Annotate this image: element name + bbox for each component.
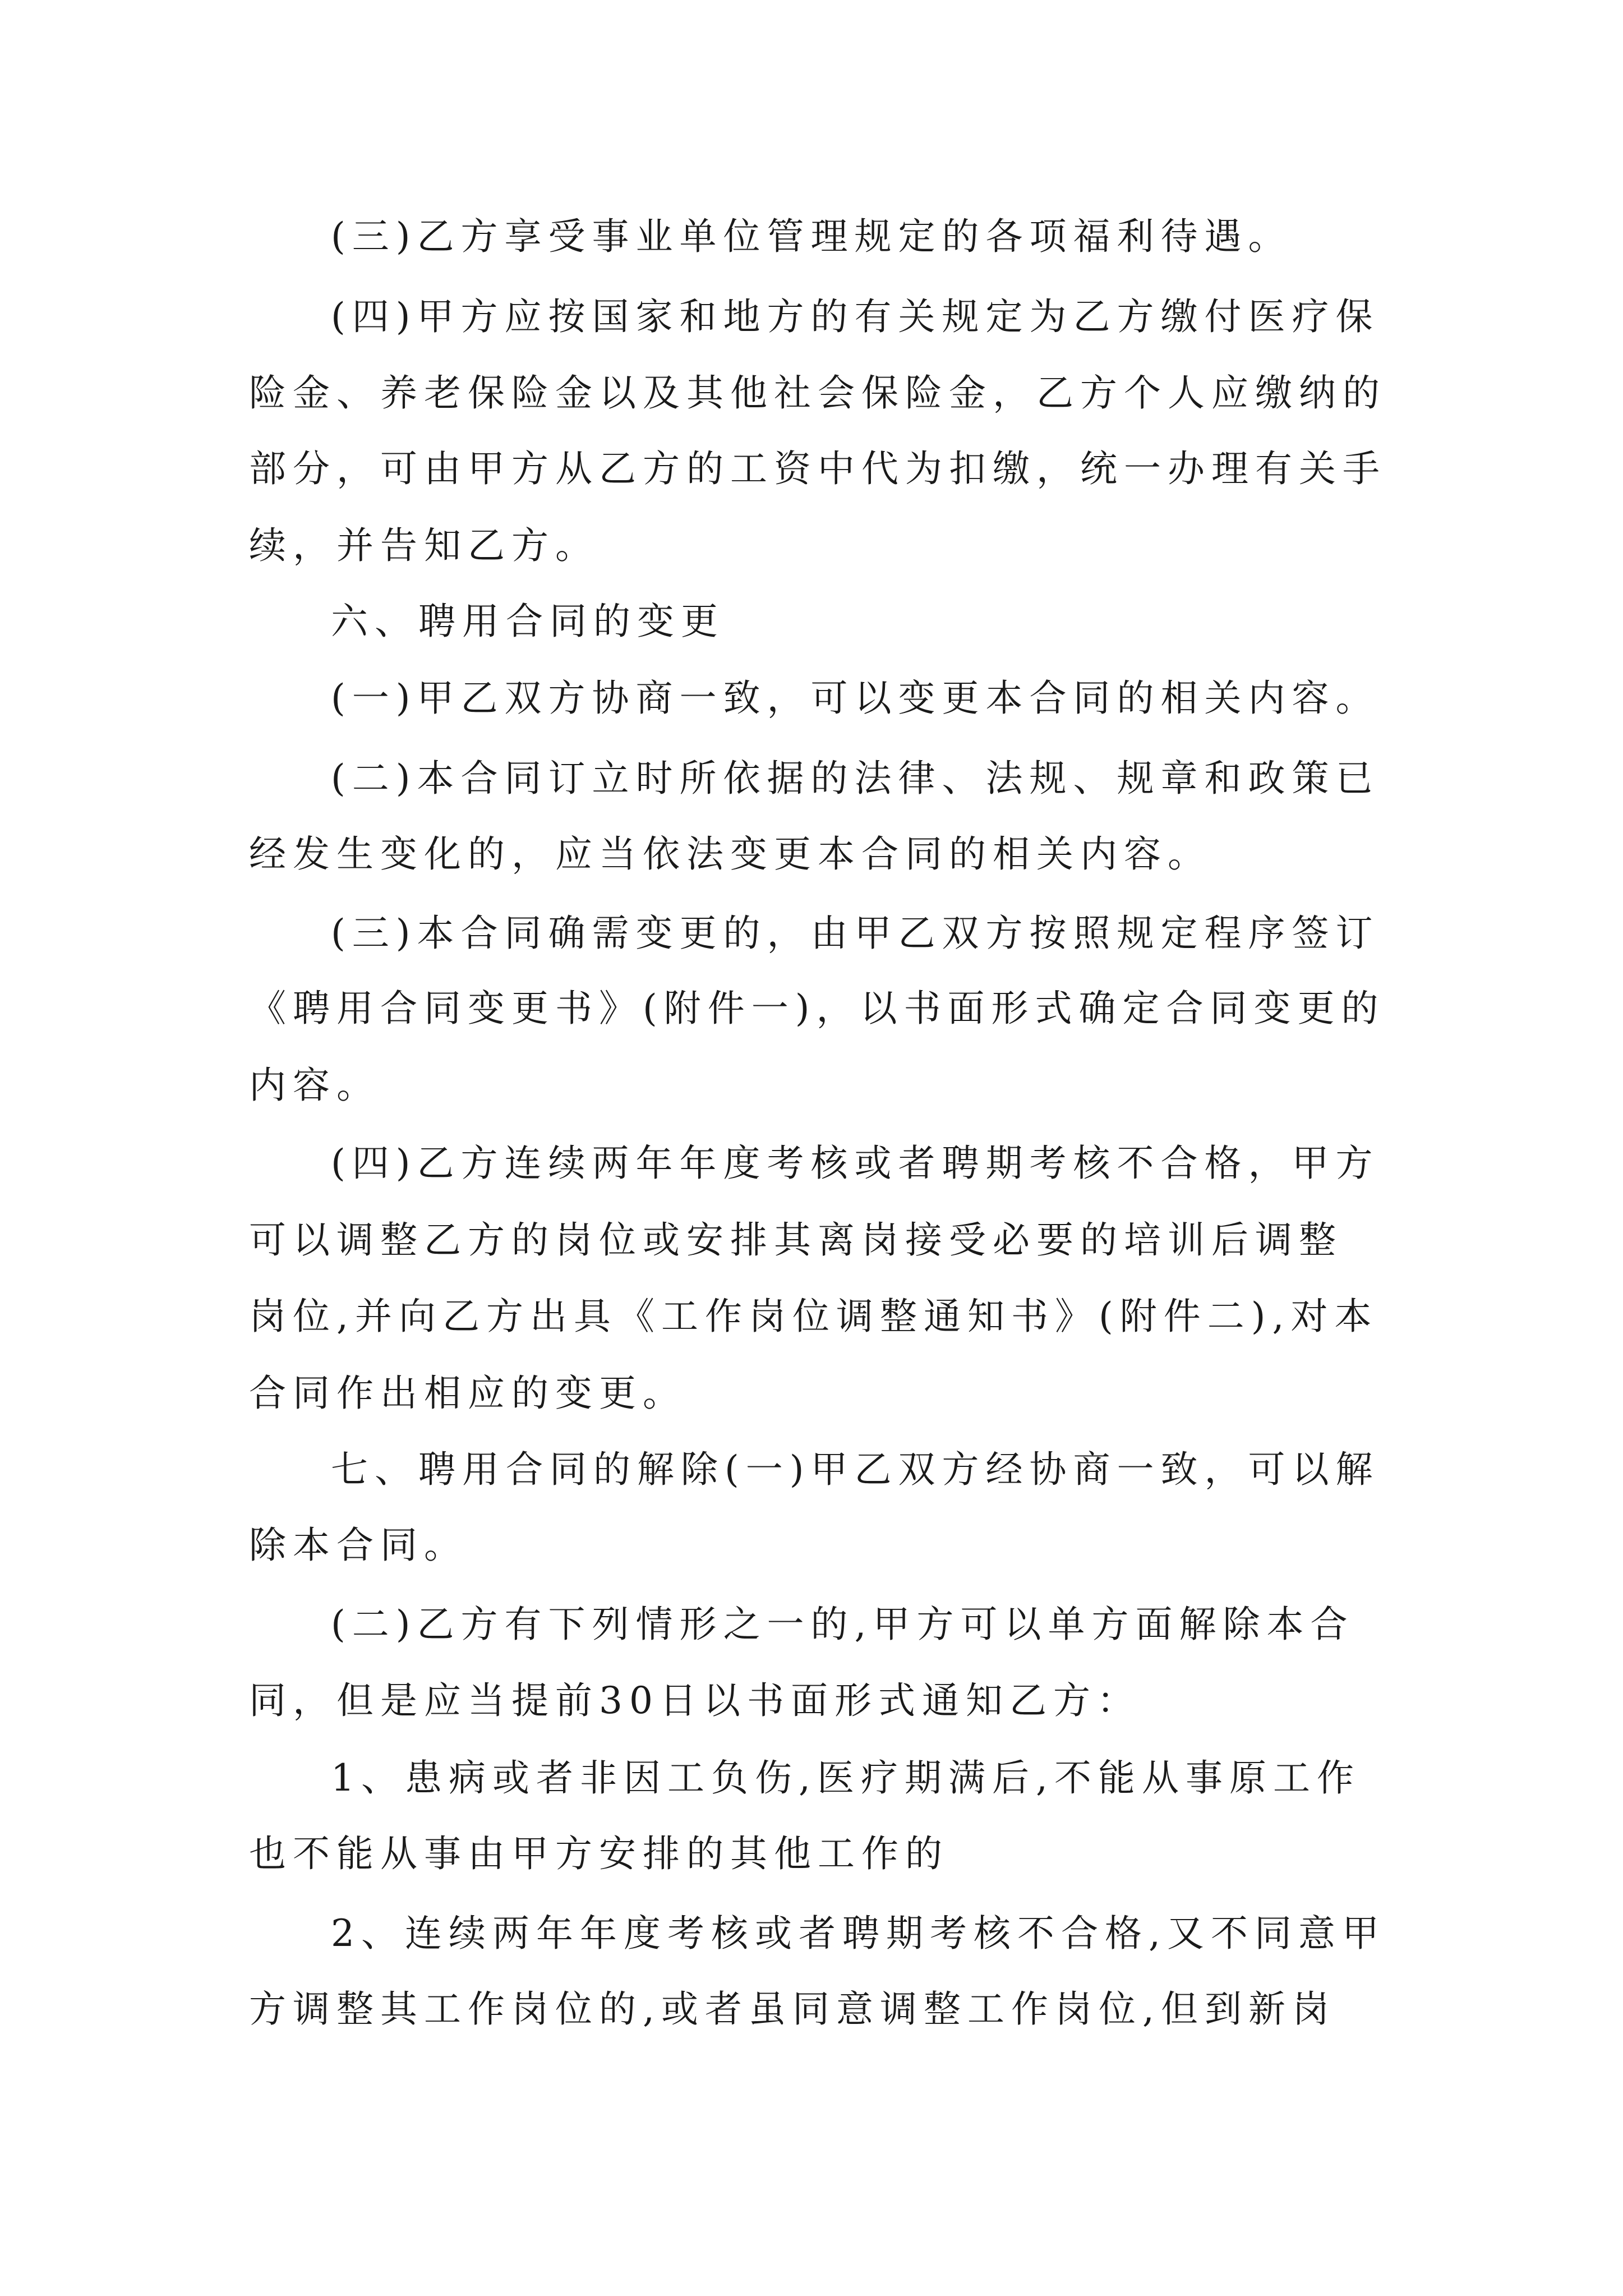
paragraph-line: 部分，可由甲方从乙方的工资中代为扣缴，统一办理有关手 <box>249 447 1386 490</box>
paragraph-line: 可以调整乙方的岗位或安排其离岗接受必要的培训后调整 <box>249 1218 1343 1262</box>
paragraph-line: 续，并告知乙方。 <box>249 524 599 567</box>
paragraph-line: (四)乙方连续两年年度考核或者聘期考核不合格，甲方 <box>331 1142 1380 1185</box>
paragraph-line: 同，但是应当提前30日以书面形式通知乙方： <box>249 1679 1141 1722</box>
section-heading: 七、聘用合同的解除(一)甲乙双方经协商一致，可以解 <box>331 1448 1380 1491</box>
section-heading: 六、聘用合同的变更 <box>331 600 725 643</box>
paragraph-line: (一)甲乙双方协商一致，可以变更本合同的相关内容。 <box>331 677 1380 720</box>
paragraph-line: (二)本合同订立时所依据的法律、法规、规章和政策已 <box>331 757 1380 800</box>
paragraph-line: 险金、养老保险金以及其他社会保险金，乙方个人应缴纳的 <box>249 371 1386 415</box>
paragraph-line: 《聘用合同变更书》(附件一)，以书面形式确定合同变更的 <box>249 987 1385 1030</box>
paragraph-line: 方调整其工作岗位的,或者虽同意调整工作岗位,但到新岗 <box>249 1987 1336 2031</box>
paragraph-line: (四)甲方应按国家和地方的有关规定为乙方缴付医疗保 <box>331 295 1380 338</box>
paragraph-line: 内容。 <box>249 1064 380 1107</box>
paragraph-line: 也不能从事由甲方安排的其他工作的 <box>249 1832 949 1875</box>
list-item: 2、连续两年年度考核或者聘期考核不合格,又不同意甲 <box>331 1912 1386 1955</box>
paragraph-line: (三)乙方享受事业单位管理规定的各项福利待遇。 <box>331 215 1292 258</box>
paragraph-line: 合同作出相应的变更。 <box>249 1372 686 1415</box>
paragraph-line: (三)本合同确需变更的，由甲乙双方按照规定程序签订 <box>331 912 1380 955</box>
paragraph-line: 经发生变化的，应当依法变更本合同的相关内容。 <box>249 832 1211 876</box>
paragraph-line: (二)乙方有下列情形之一的,甲方可以单方面解除本合 <box>331 1603 1354 1646</box>
paragraph-line: 岗位,并向乙方出具《工作岗位调整通知书》(附件二),对本 <box>249 1295 1378 1338</box>
paragraph-line: 除本合同。 <box>249 1524 468 1567</box>
list-item: 1、患病或者非因工负伤,医疗期满后,不能从事原工作 <box>331 1756 1361 1800</box>
